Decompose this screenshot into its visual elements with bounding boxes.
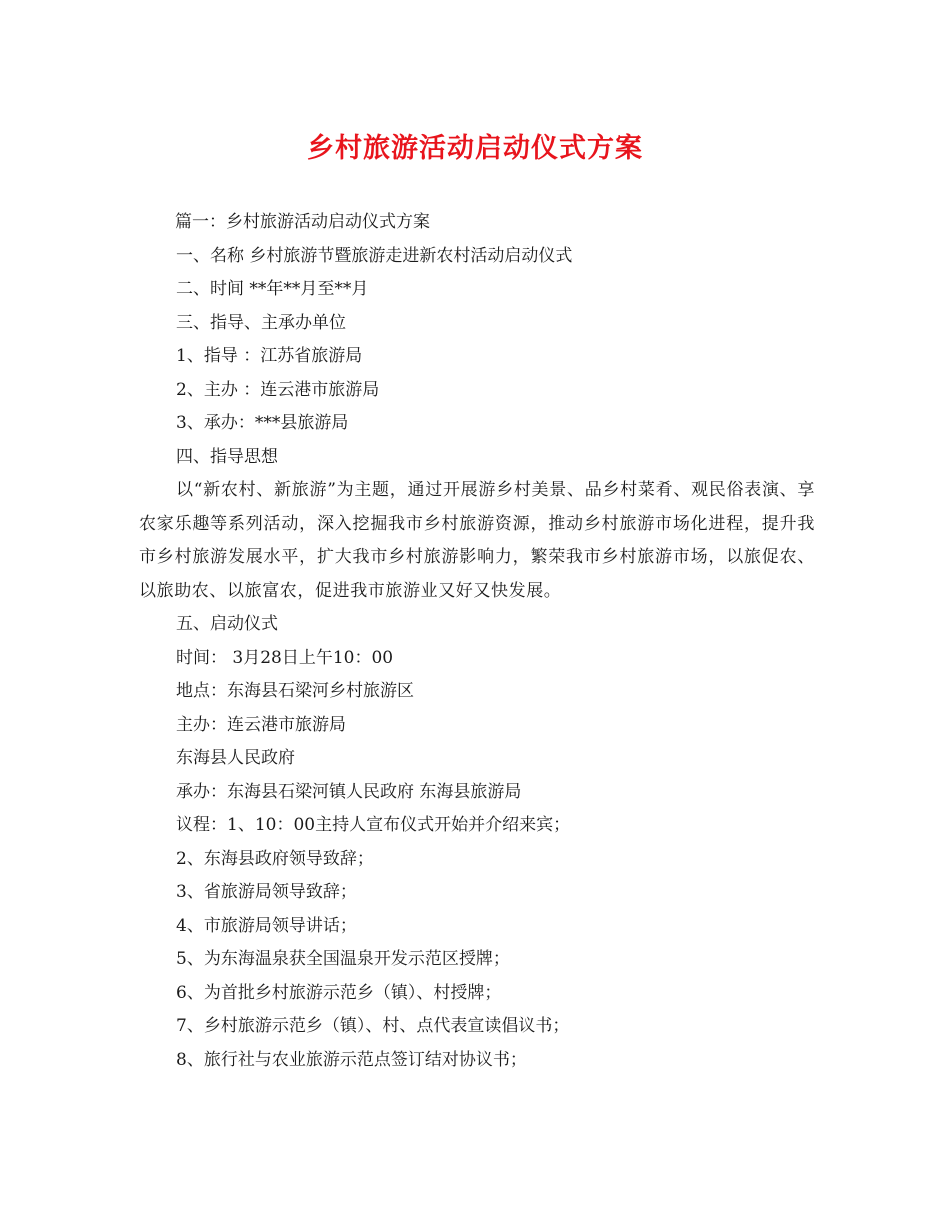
text-line-ceremony-host: 主办：连云港市旅游局	[176, 714, 346, 735]
agenda-item: 8、旅行社与农业旅游示范点签订结对协议书；	[176, 1049, 527, 1070]
agenda-item: 2、东海县政府领导致辞；	[176, 848, 374, 869]
agenda-item: 4、市旅游局领导讲话；	[176, 915, 357, 936]
document-title: 乡村旅游活动启动仪式方案	[307, 133, 643, 164]
agenda-item: 议程：1、10：00主持人宣布仪式开始并介绍来宾；	[176, 815, 571, 835]
agenda-item: 7、乡村旅游示范乡（镇）、村、点代表宣读倡议书；	[176, 1016, 570, 1036]
text-line-host: 2、主办 ：连云港市旅游局	[176, 379, 380, 400]
agenda-item: 5、为东海温泉获全国温泉开发示范区授牌；	[176, 949, 510, 969]
text-line-ceremony-time: 时间： 3月28日上午10：00	[176, 647, 394, 668]
text-line-ceremony-host-2: 东海县人民政府	[176, 748, 295, 768]
text-line-guidance: 1、指导 ：江苏省旅游局	[176, 346, 363, 366]
text-line-organizers-heading: 三、指导、主承办单位	[176, 312, 346, 333]
text-line-heading: 篇一：乡村旅游活动启动仪式方案	[175, 212, 430, 232]
text-line-ceremony-heading: 五、启动仪式	[176, 614, 278, 634]
text-line-name: 一、名称 乡村旅游节暨旅游走进新农村活动启动仪式	[176, 245, 573, 266]
text-line-guiding-thought-heading: 四、指导思想	[176, 446, 278, 467]
text-line-ceremony-undertaker: 承办：东海县石梁河镇人民政府 东海县旅游局	[176, 781, 522, 802]
agenda-item: 3、省旅游局领导致辞；	[176, 882, 357, 902]
document-body	[139, 206, 815, 1077]
text-line-time: 二、时间 **年**月至**月	[176, 279, 369, 299]
text-line-undertaker: 3、承办：***县旅游局	[176, 413, 349, 433]
text-line-ceremony-location: 地点：东海县石梁河乡村旅游区	[176, 681, 414, 701]
guiding-thought-paragraph: 以“新农村、新旅游”为主题，通过开展游乡村美景、品乡村菜肴、观民俗表演、享农家乐趣等系列活动，深入挖掘我市乡村旅游资源，推动乡村旅游市场化进程，提升我市乡村旅游发展水平，扩大我市乡村旅游影响力，繁荣我市乡村旅游市场，以旅促农、以旅助农、以旅富农，促进我市旅游业又好又快发展。	[139, 480, 815, 601]
agenda-item: 6、为首批乡村旅游示范乡（镇）、村授牌；	[176, 982, 502, 1003]
